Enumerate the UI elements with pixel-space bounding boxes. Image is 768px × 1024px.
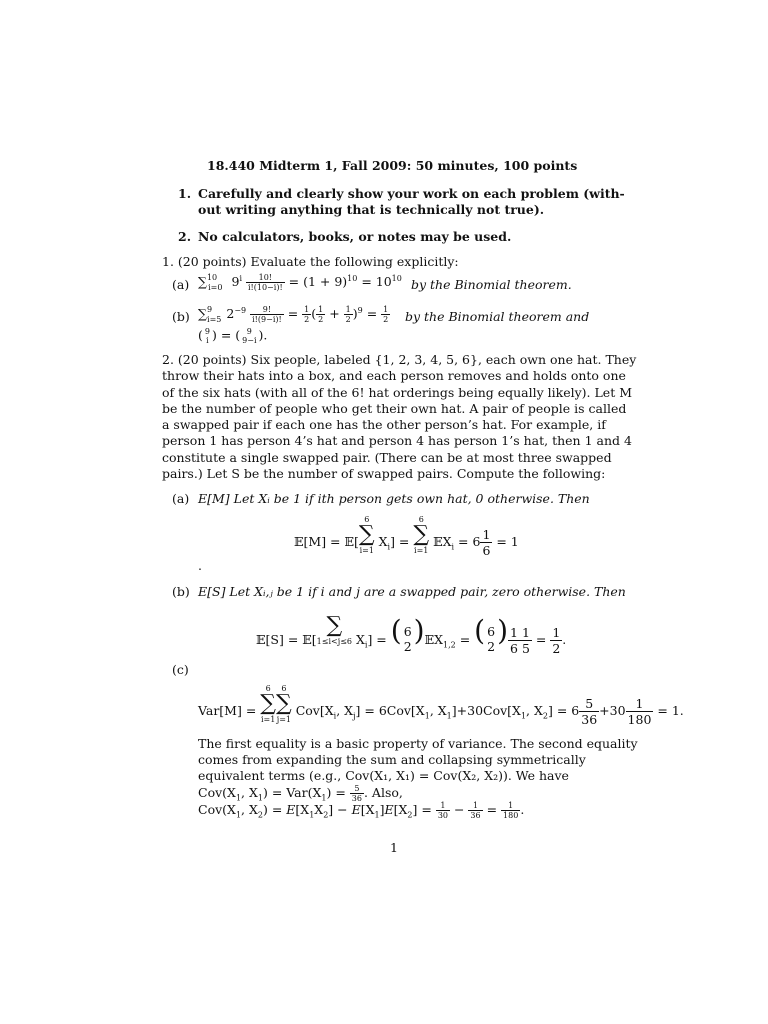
problem-1-intro: 1. (20 points) Evaluate the following explicitly: [162, 254, 459, 269]
problem-2c-explain-2: comes from expanding the sum and collapsing symmetrically [198, 752, 586, 767]
problem-2c-explain-1: The first equality is a basic property of variance. The second equality [198, 736, 638, 751]
problem-2b-equation: 𝔼[S] = 𝔼[ ∑ 1≤i<j≤6 $X_i$] = ( 6 2 )𝔼X$_{1,2}$ = ( 6 2 ) $\frac{1}{6}$ $\frac{1}{5}$ = $\frac{1}{2}$ . [256, 613, 567, 656]
rule-1-number: 1. [178, 186, 192, 201]
problem-2b-text: E[S] Let Xᵢ,ⱼ be 1 if i and j are a swapped pair, zero otherwise. Then [198, 584, 626, 599]
problem-1b-comment: by the Binomial theorem and [405, 309, 590, 324]
problem-2-line-5: a swapped pair if each one has the other person’s hat. For example, if [162, 417, 606, 432]
problem-1a-formula: ∑$^{10}_{i=0}$ 9$^i$ $\frac{10!}{i!(10-i)!}$ = $(1 + 9)^{10} = 10^{10}$ [198, 273, 402, 292]
problem-2-line-6: person 1 has person 4’s hat and person 4 has person 1’s hat, then 1 and 4 [162, 433, 632, 448]
problem-2a-period: . [198, 558, 202, 573]
problem-2-line-4: be the number of people who get their own hat. A pair of people is called [162, 401, 627, 416]
problem-2-line-3: of the six hats (with all of the 6! hat orderings being equally likely). Let M [162, 385, 632, 400]
problem-1b-binomial-identity: ( 9 i ) = ( 9 9−i ). [198, 327, 268, 345]
page-number: 1 [390, 840, 398, 855]
problem-2-line-7: constitute a single swapped pair. (There can be at most three swapped [162, 450, 612, 465]
problem-1a-comment: by the Binomial theorem. [411, 277, 572, 292]
rule-2-number: 2. [178, 229, 192, 244]
page-title: 18.440 Midterm 1, Fall 2009: 50 minutes, 100 points [207, 158, 578, 173]
problem-2a-text: E[M] Let Xᵢ be 1 if ith person gets own hat, 0 otherwise. Then [198, 491, 590, 506]
problem-2c-explain-3: equivalent terms (e.g., Cov(X₁, X₁) = Cov(X₂, X₂)). We have [198, 768, 569, 783]
problem-2c-cov12: $Cov(X_1$, $X_2) = E[X_1X_2] - E[X_1]E[X_2]$ = $\frac{1}{30}$ − $\frac{1}{36}$ = $\frac{1}{180}$ . [198, 801, 525, 820]
problem-2c-label: (c) [172, 662, 189, 677]
problem-1b-label: (b) [172, 309, 190, 324]
problem-1b-formula: ∑$^9_{i=5}$ $2^{-9}$ $\frac{9!}{i!(9-i)!}$ = $\frac{1}{2}$ ( $\frac{1}{2}$ + $\frac{1}{2}$ )$^9$ = $\frac{1}{2}$ [198, 305, 389, 324]
problem-1a-label: (a) [172, 277, 190, 292]
rule-2-line1: No calculators, books, or notes may be used. [198, 229, 512, 244]
problem-2-line-1: 2. (20 points) Six people, labeled {1, 2, 3, 4, 5, 6}, each own one hat. They [162, 352, 637, 367]
rule-1-line1: Carefully and clearly show your work on each problem (with- [198, 186, 625, 201]
problem-2-line-8: pairs.) Let S be the number of swapped pairs. Compute the following: [162, 466, 606, 481]
problem-2a-equation: 𝔼[M] = 𝔼[ 6 ∑ i=1 $X_i$] = 6 ∑ i=1 𝔼X$_i$ = 6 $\frac{1}{6}$ = 1 [294, 515, 519, 558]
problem-2b-label: (b) [172, 584, 190, 599]
problem-2c-cov11: $Cov(X_1$, $X_1) = Var(X_1)$ = $\frac{5}{36}$ . Also, [198, 784, 403, 803]
problem-2c-equation: Var[M] = 6 ∑ i=1 6 ∑ j=1 $Cov[X_i$, $X_j] = 6Cov[X_1$, $X_1]+30Cov[X_1$, $X_2] = 6$ $\frac{5}{36}$ +30 $\frac{1}{180}$ = 1. [198, 684, 684, 727]
problem-2a-label: (a) [172, 491, 190, 506]
problem-2-line-2: throw their hats into a box, and each person removes and holds onto one [162, 368, 626, 383]
rule-1-line2: out writing anything that is technically not true). [198, 202, 545, 217]
